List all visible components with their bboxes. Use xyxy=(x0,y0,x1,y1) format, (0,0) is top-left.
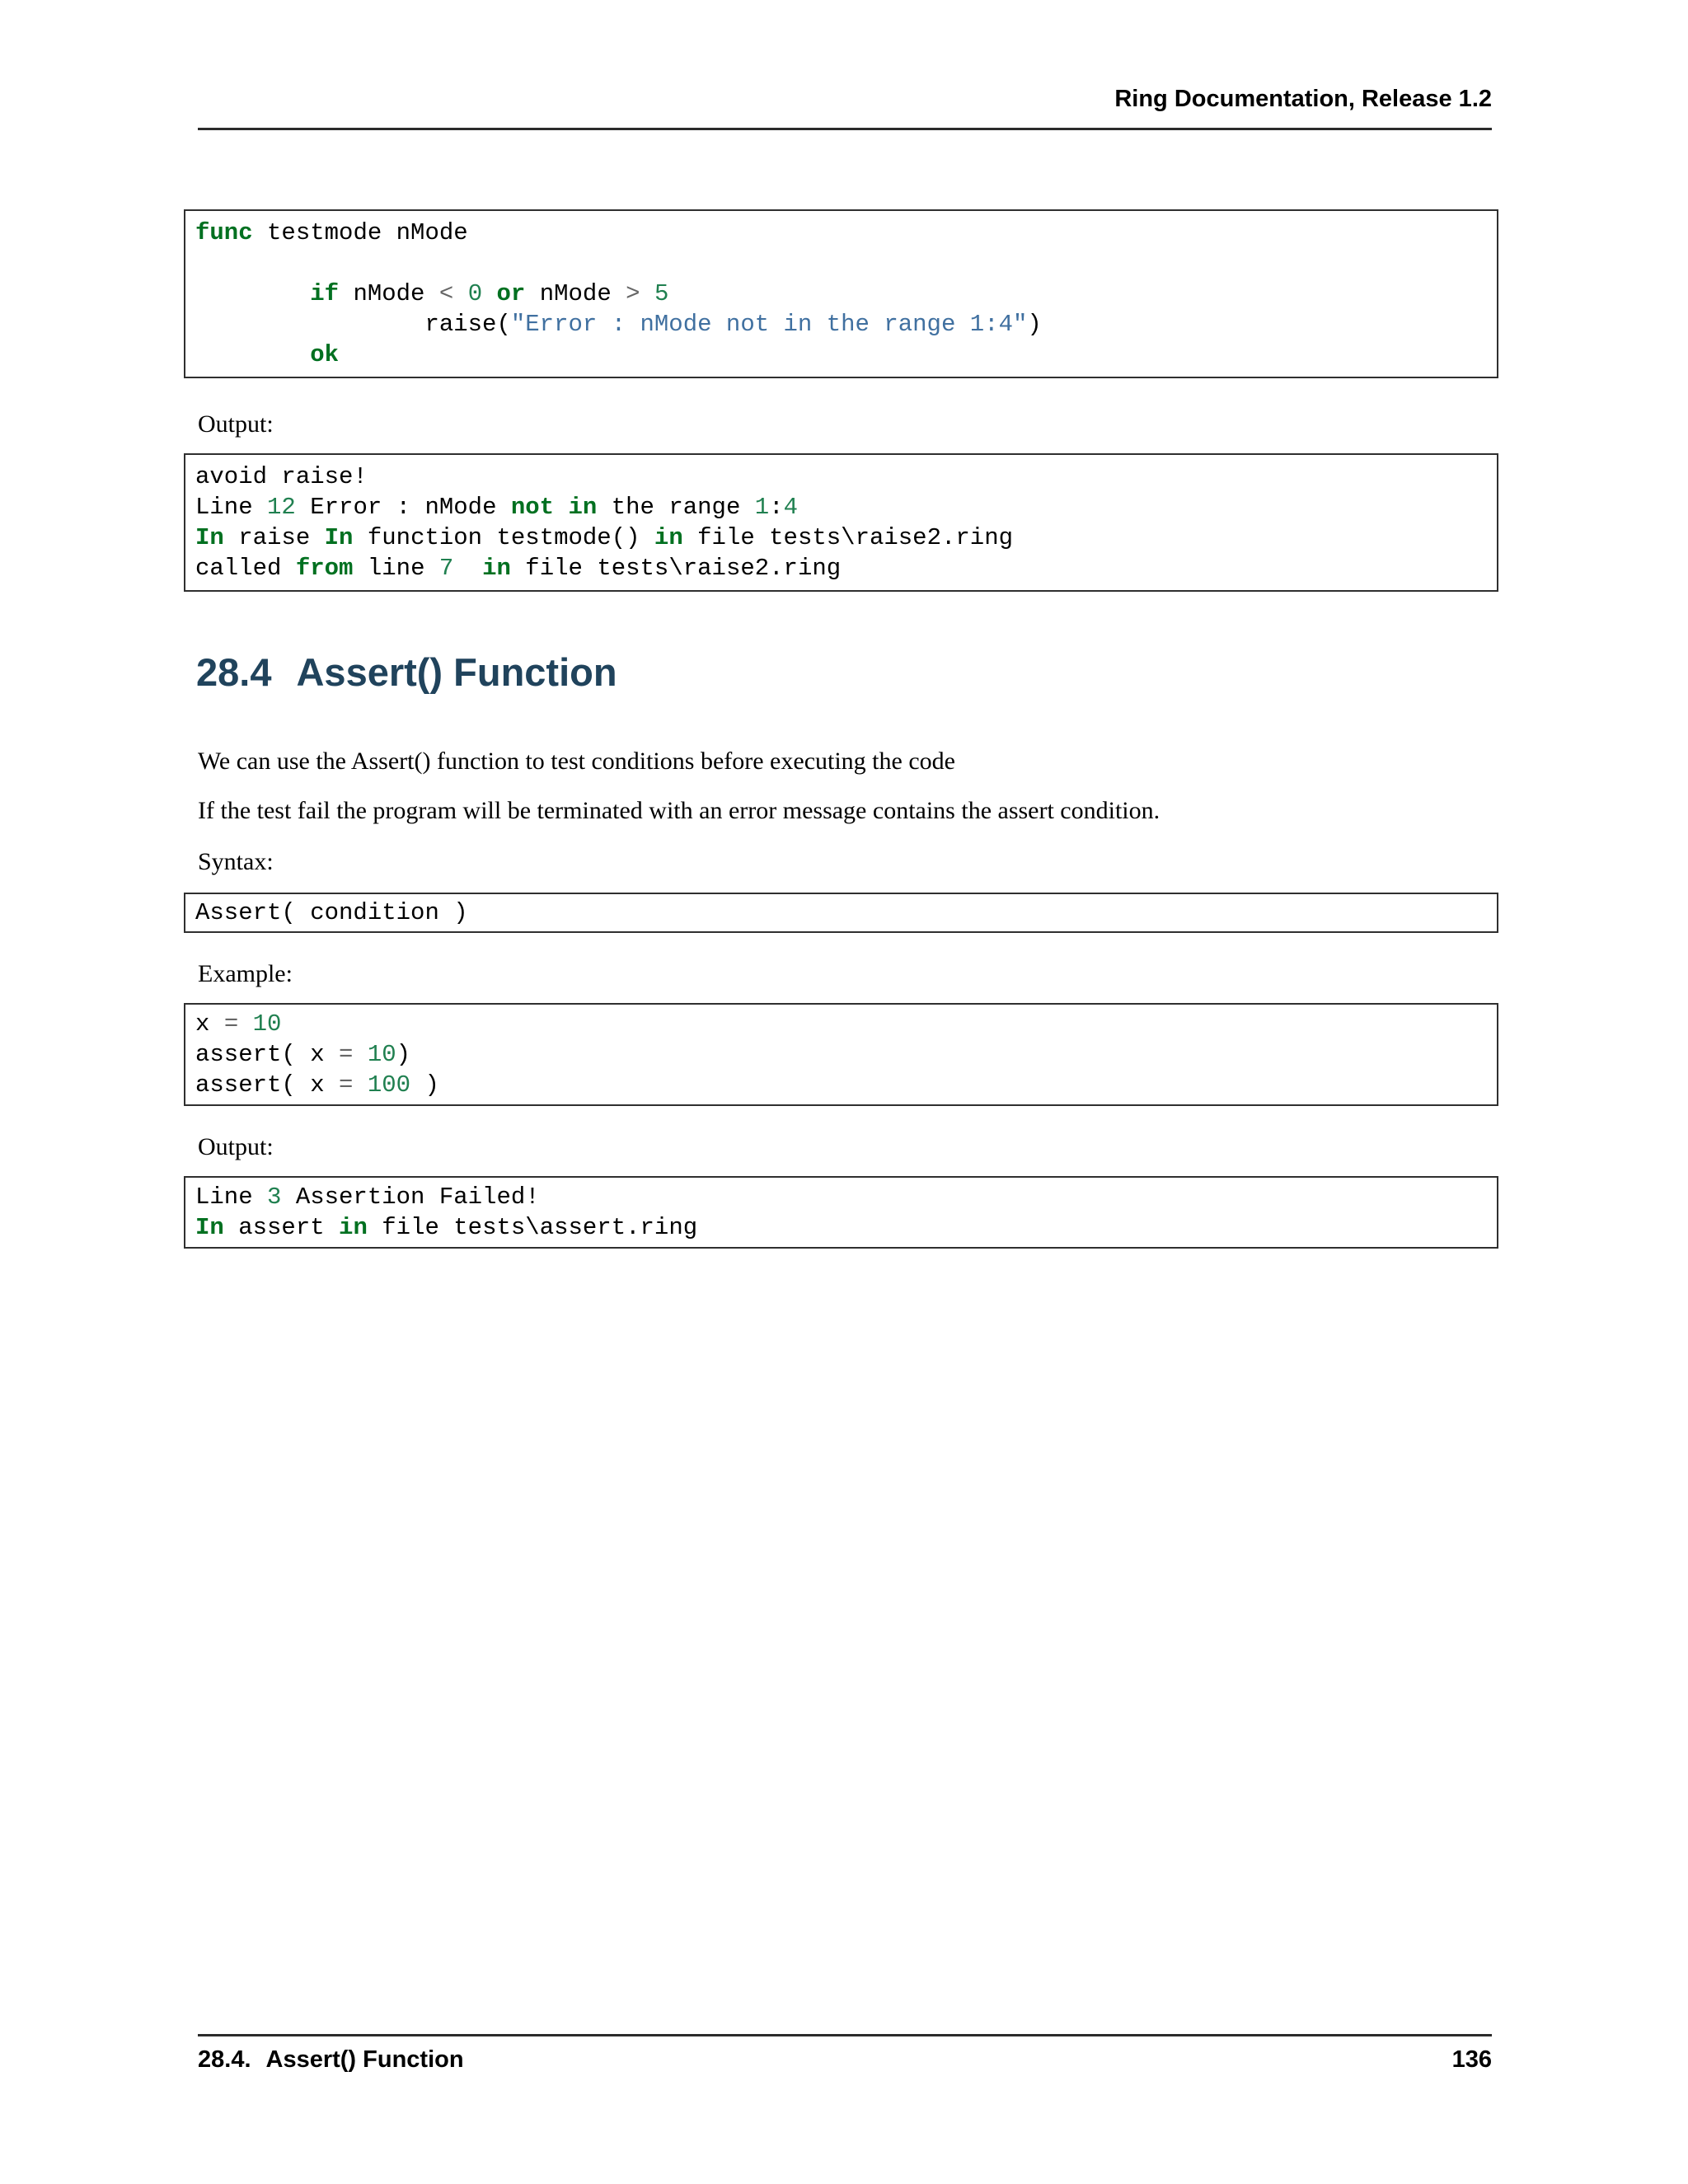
output-label-1: Output: xyxy=(198,410,274,438)
code-token: ) xyxy=(1027,311,1042,338)
code-token: 12 xyxy=(267,494,296,521)
code-token: 1 xyxy=(754,494,770,521)
code-token: called xyxy=(195,555,296,582)
code-token: the range xyxy=(597,494,755,521)
code-line xyxy=(195,553,1487,583)
footer-rule xyxy=(198,2034,1492,2036)
code-token xyxy=(453,280,467,307)
code-line xyxy=(195,340,1487,370)
code-token: file tests\raise2.ring xyxy=(510,555,842,582)
section-title: Assert() Function xyxy=(296,650,617,694)
code-token: nMode xyxy=(339,280,439,307)
code-token: ) xyxy=(410,1071,439,1099)
code-token: Assertion Failed! xyxy=(281,1183,540,1211)
section-number: 28.4 xyxy=(196,650,272,694)
code-block-raise-example xyxy=(184,209,1498,378)
code-token: : xyxy=(769,494,784,521)
code-line xyxy=(195,279,1487,309)
code-token: ok xyxy=(310,341,340,368)
code-token: 5 xyxy=(654,280,669,307)
code-token: 7 xyxy=(438,555,454,582)
code-token: if xyxy=(310,280,340,307)
code-block-raise-output xyxy=(184,453,1498,592)
code-token: assert xyxy=(223,1214,340,1241)
code-token: 10 xyxy=(252,1010,282,1038)
code-token: 100 xyxy=(367,1071,411,1099)
code-token: in xyxy=(654,524,683,551)
code-token: or xyxy=(496,280,526,307)
footer-section-title xyxy=(198,2046,464,2074)
code-token: assert( x xyxy=(195,1071,340,1099)
code-token xyxy=(353,1041,367,1068)
code-token: "Error : nMode not in the range 1:4" xyxy=(510,311,1028,338)
code-token xyxy=(554,494,568,521)
footer-section-number: 28.4. xyxy=(198,2046,251,2073)
code-token: 10 xyxy=(367,1041,396,1068)
code-token: func xyxy=(195,219,253,246)
code-token: line xyxy=(353,555,439,582)
code-line xyxy=(195,1039,1487,1070)
code-token: Error : nMode xyxy=(295,494,511,521)
code-token: Assert( condition ) xyxy=(195,899,468,926)
code-token: file tests\raise2.ring xyxy=(682,524,1013,551)
syntax-label: Syntax: xyxy=(198,848,274,875)
code-token: function testmode() xyxy=(353,524,654,551)
code-token xyxy=(353,1071,367,1099)
code-line xyxy=(195,523,1487,553)
code-token: testmode nMode xyxy=(252,219,468,246)
code-token: = xyxy=(339,1041,354,1068)
code-token: 4 xyxy=(783,494,798,521)
code-line xyxy=(195,248,1487,279)
code-line xyxy=(195,898,1487,928)
code-token: avoid raise! xyxy=(195,463,368,490)
code-line xyxy=(195,1070,1487,1100)
code-token: from xyxy=(295,555,354,582)
code-line xyxy=(195,218,1487,248)
code-token: nMode xyxy=(525,280,626,307)
code-token: 0 xyxy=(467,280,483,307)
code-token: = xyxy=(339,1071,354,1099)
code-token: > xyxy=(626,280,640,307)
code-line xyxy=(195,492,1487,523)
code-token: not xyxy=(510,494,555,521)
code-line xyxy=(195,1009,1487,1039)
code-token: 3 xyxy=(267,1183,282,1211)
code-token: raise xyxy=(223,524,325,551)
code-token: in xyxy=(568,494,598,521)
code-line xyxy=(195,462,1487,492)
code-token: file tests\assert.ring xyxy=(367,1214,698,1241)
code-line xyxy=(195,1182,1487,1212)
page-header-title: Ring Documentation, Release 1.2 xyxy=(1114,86,1492,112)
code-token: = xyxy=(223,1010,239,1038)
code-token: Line xyxy=(195,494,268,521)
code-token: assert( x xyxy=(195,1041,340,1068)
code-token: In xyxy=(195,524,224,551)
code-token: Line xyxy=(195,1183,268,1211)
paragraph-assert-intro: We can use the Assert() function to test conditions before executing the code xyxy=(198,748,955,775)
code-token: in xyxy=(339,1214,368,1241)
header-rule xyxy=(198,128,1492,130)
code-token: in xyxy=(482,555,511,582)
code-token xyxy=(238,1010,252,1038)
code-token xyxy=(195,280,310,307)
page-footer xyxy=(198,2046,1492,2074)
output-label-2: Output: xyxy=(198,1133,274,1160)
code-token xyxy=(453,555,482,582)
code-token: x xyxy=(195,1010,224,1038)
section-heading xyxy=(196,649,617,695)
code-token: raise( xyxy=(195,311,511,338)
example-label: Example: xyxy=(198,960,293,987)
paragraph-assert-fail: If the test fail the program will be terminated with an error message contains the assert condition. xyxy=(198,797,1160,824)
code-token xyxy=(640,280,654,307)
code-token: In xyxy=(195,1214,224,1241)
code-line xyxy=(195,309,1487,340)
code-line xyxy=(195,1212,1487,1243)
code-block-assert-output xyxy=(184,1176,1498,1249)
page-number: 136 xyxy=(1451,2046,1492,2073)
code-block-assert-example xyxy=(184,1003,1498,1106)
code-block-assert-syntax xyxy=(184,893,1498,933)
code-token: In xyxy=(324,524,354,551)
code-token: < xyxy=(438,280,454,307)
footer-section-name: Assert() Function xyxy=(265,2046,464,2073)
code-token xyxy=(195,341,310,368)
code-token xyxy=(482,280,496,307)
code-token: ) xyxy=(396,1041,411,1068)
